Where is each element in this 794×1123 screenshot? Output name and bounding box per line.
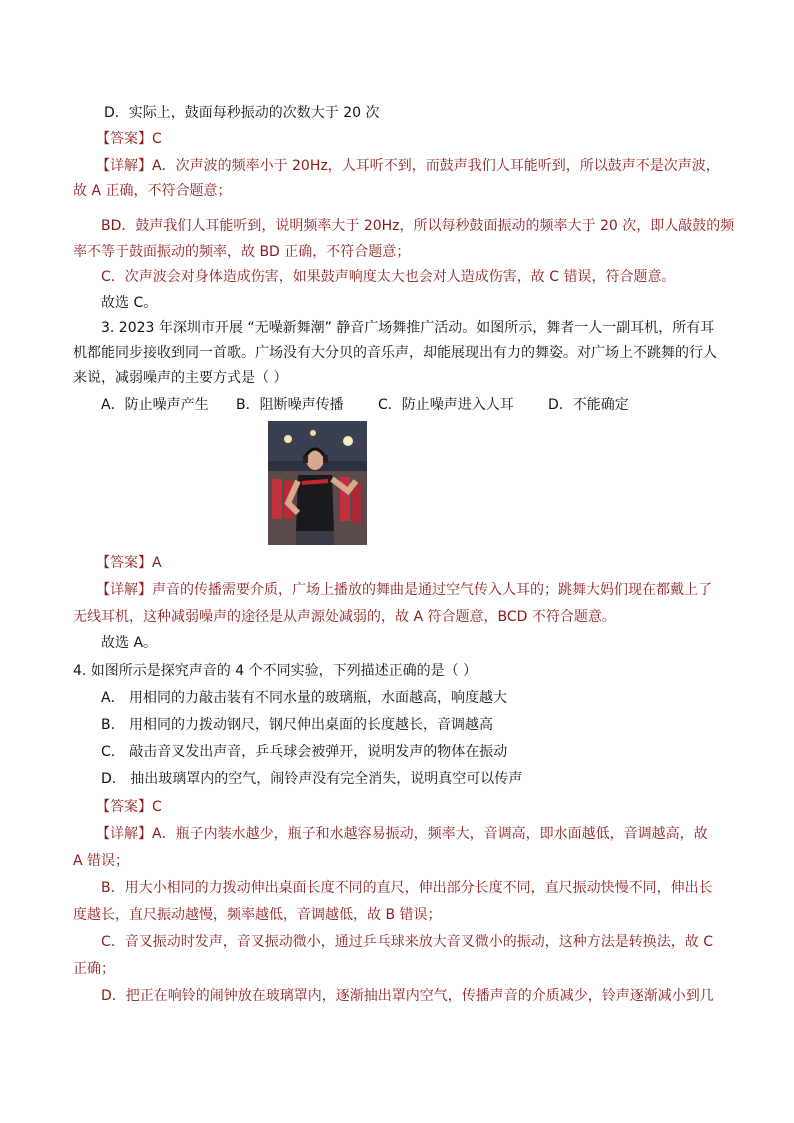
q2-option-d: D．实际上，鼓面每秒振动的次数大于 20 次	[104, 105, 380, 121]
q3-option-b: B．阻断噪声传播	[236, 397, 344, 413]
q2-detail-line: 率不等于鼓面振动的频率，故 BD 正确，不符合题意；	[73, 244, 411, 260]
q4-option-b: B． 用相同的力拨动钢尺，钢尺伸出桌面的长度越长，音调越高	[101, 717, 494, 733]
q2-detail-line: BD．鼓声我们人耳能听到，说明频率大于 20Hz，所以每秒鼓面振动的频率大于 20 次，即人敲鼓的频	[101, 218, 735, 234]
q3-conclusion: 故选 A。	[101, 635, 158, 651]
q3-stem-line: 3. 2023 年深圳市开展 “无噪新舞潮” 静音广场舞推广活动。如图所示，舞者一人一副耳机，所有耳	[101, 320, 715, 336]
q3-answer: 【答案】A	[96, 555, 162, 571]
q4-answer: 【答案】C	[96, 799, 162, 815]
q4-detail-line: C．音叉振动时发声，音叉振动微小，通过乒乓球来放大音叉微小的振动，这种方法是转换法，故 C	[101, 934, 713, 950]
q2-detail-line: 故 A 正确，不符合题意；	[73, 183, 232, 199]
q4-detail-line: 【详解】A．瓶子内装水越少，瓶子和水越容易振动，频率大，音调高，即水面越低，音调越高，故	[96, 826, 708, 842]
dancer-with-headphones-image	[268, 421, 367, 545]
q4-stem: 4. 如图所示是探究声音的 4 个不同实验，下列描述正确的是（ ）	[73, 663, 478, 679]
q4-detail-line: D．把正在响铃的闹钟放在玻璃罩内，逐渐抽出罩内空气，传播声音的介质减少，铃声逐渐减小到几	[101, 988, 714, 1004]
q3-detail-line: 【详解】声音的传播需要介质，广场上播放的舞曲是通过空气传入人耳的；跳舞大妈们现在都戴上了	[96, 582, 712, 598]
q4-option-c: C． 敲击音叉发出声音，乒乓球会被弹开，说明发声的物体在振动	[101, 744, 508, 760]
q2-conclusion: 故选 C。	[101, 295, 158, 311]
q3-option-d: D．不能确定	[548, 397, 629, 413]
q3-detail-line: 无线耳机，这种减弱噪声的途径是从声源处减弱的，故 A 符合题意，BCD 不符合题意。	[73, 609, 616, 625]
q4-detail-line: A 错误；	[73, 853, 130, 869]
q4-detail-line: 度越长，直尺振动越慢，频率越低，音调越低，故 B 错误；	[73, 907, 442, 923]
q3-stem-line: 来说，减弱噪声的主要方式是（ ）	[73, 370, 288, 386]
q4-option-d: D． 抽出玻璃罩内的空气，闹铃声没有完全消失，说明真空可以传声	[101, 771, 523, 787]
q2-detail-line: C．次声波会对身体造成伤害，如果鼓声响度太大也会对人造成伤害，故 C 错误，符合题意。	[101, 269, 676, 285]
q2-answer: 【答案】C	[96, 131, 162, 147]
q4-detail-line: B．用大小相同的力拨动伸出桌面长度不同的直尺，伸出部分长度不同，直尺振动快慢不同，伸出长	[101, 880, 713, 896]
q2-detail-line: 【详解】A．次声波的频率小于 20Hz，人耳听不到，而鼓声我们人耳能听到，所以鼓声不是次声波，	[96, 158, 720, 174]
q3-option-a: A．防止噪声产生	[101, 397, 209, 413]
dance-photo	[268, 421, 367, 545]
q3-stem-line: 机都能同步接收到同一首歌。广场没有大分贝的音乐声，却能展现出有力的舞姿。对广场上不跳舞的行人	[73, 345, 717, 361]
q4-detail-line: 正确；	[73, 961, 115, 977]
q3-option-c: C．防止噪声进入人耳	[378, 397, 514, 413]
q4-option-a: A． 用相同的力敲击装有不同水量的玻璃瓶，水面越高，响度越大	[101, 690, 508, 706]
